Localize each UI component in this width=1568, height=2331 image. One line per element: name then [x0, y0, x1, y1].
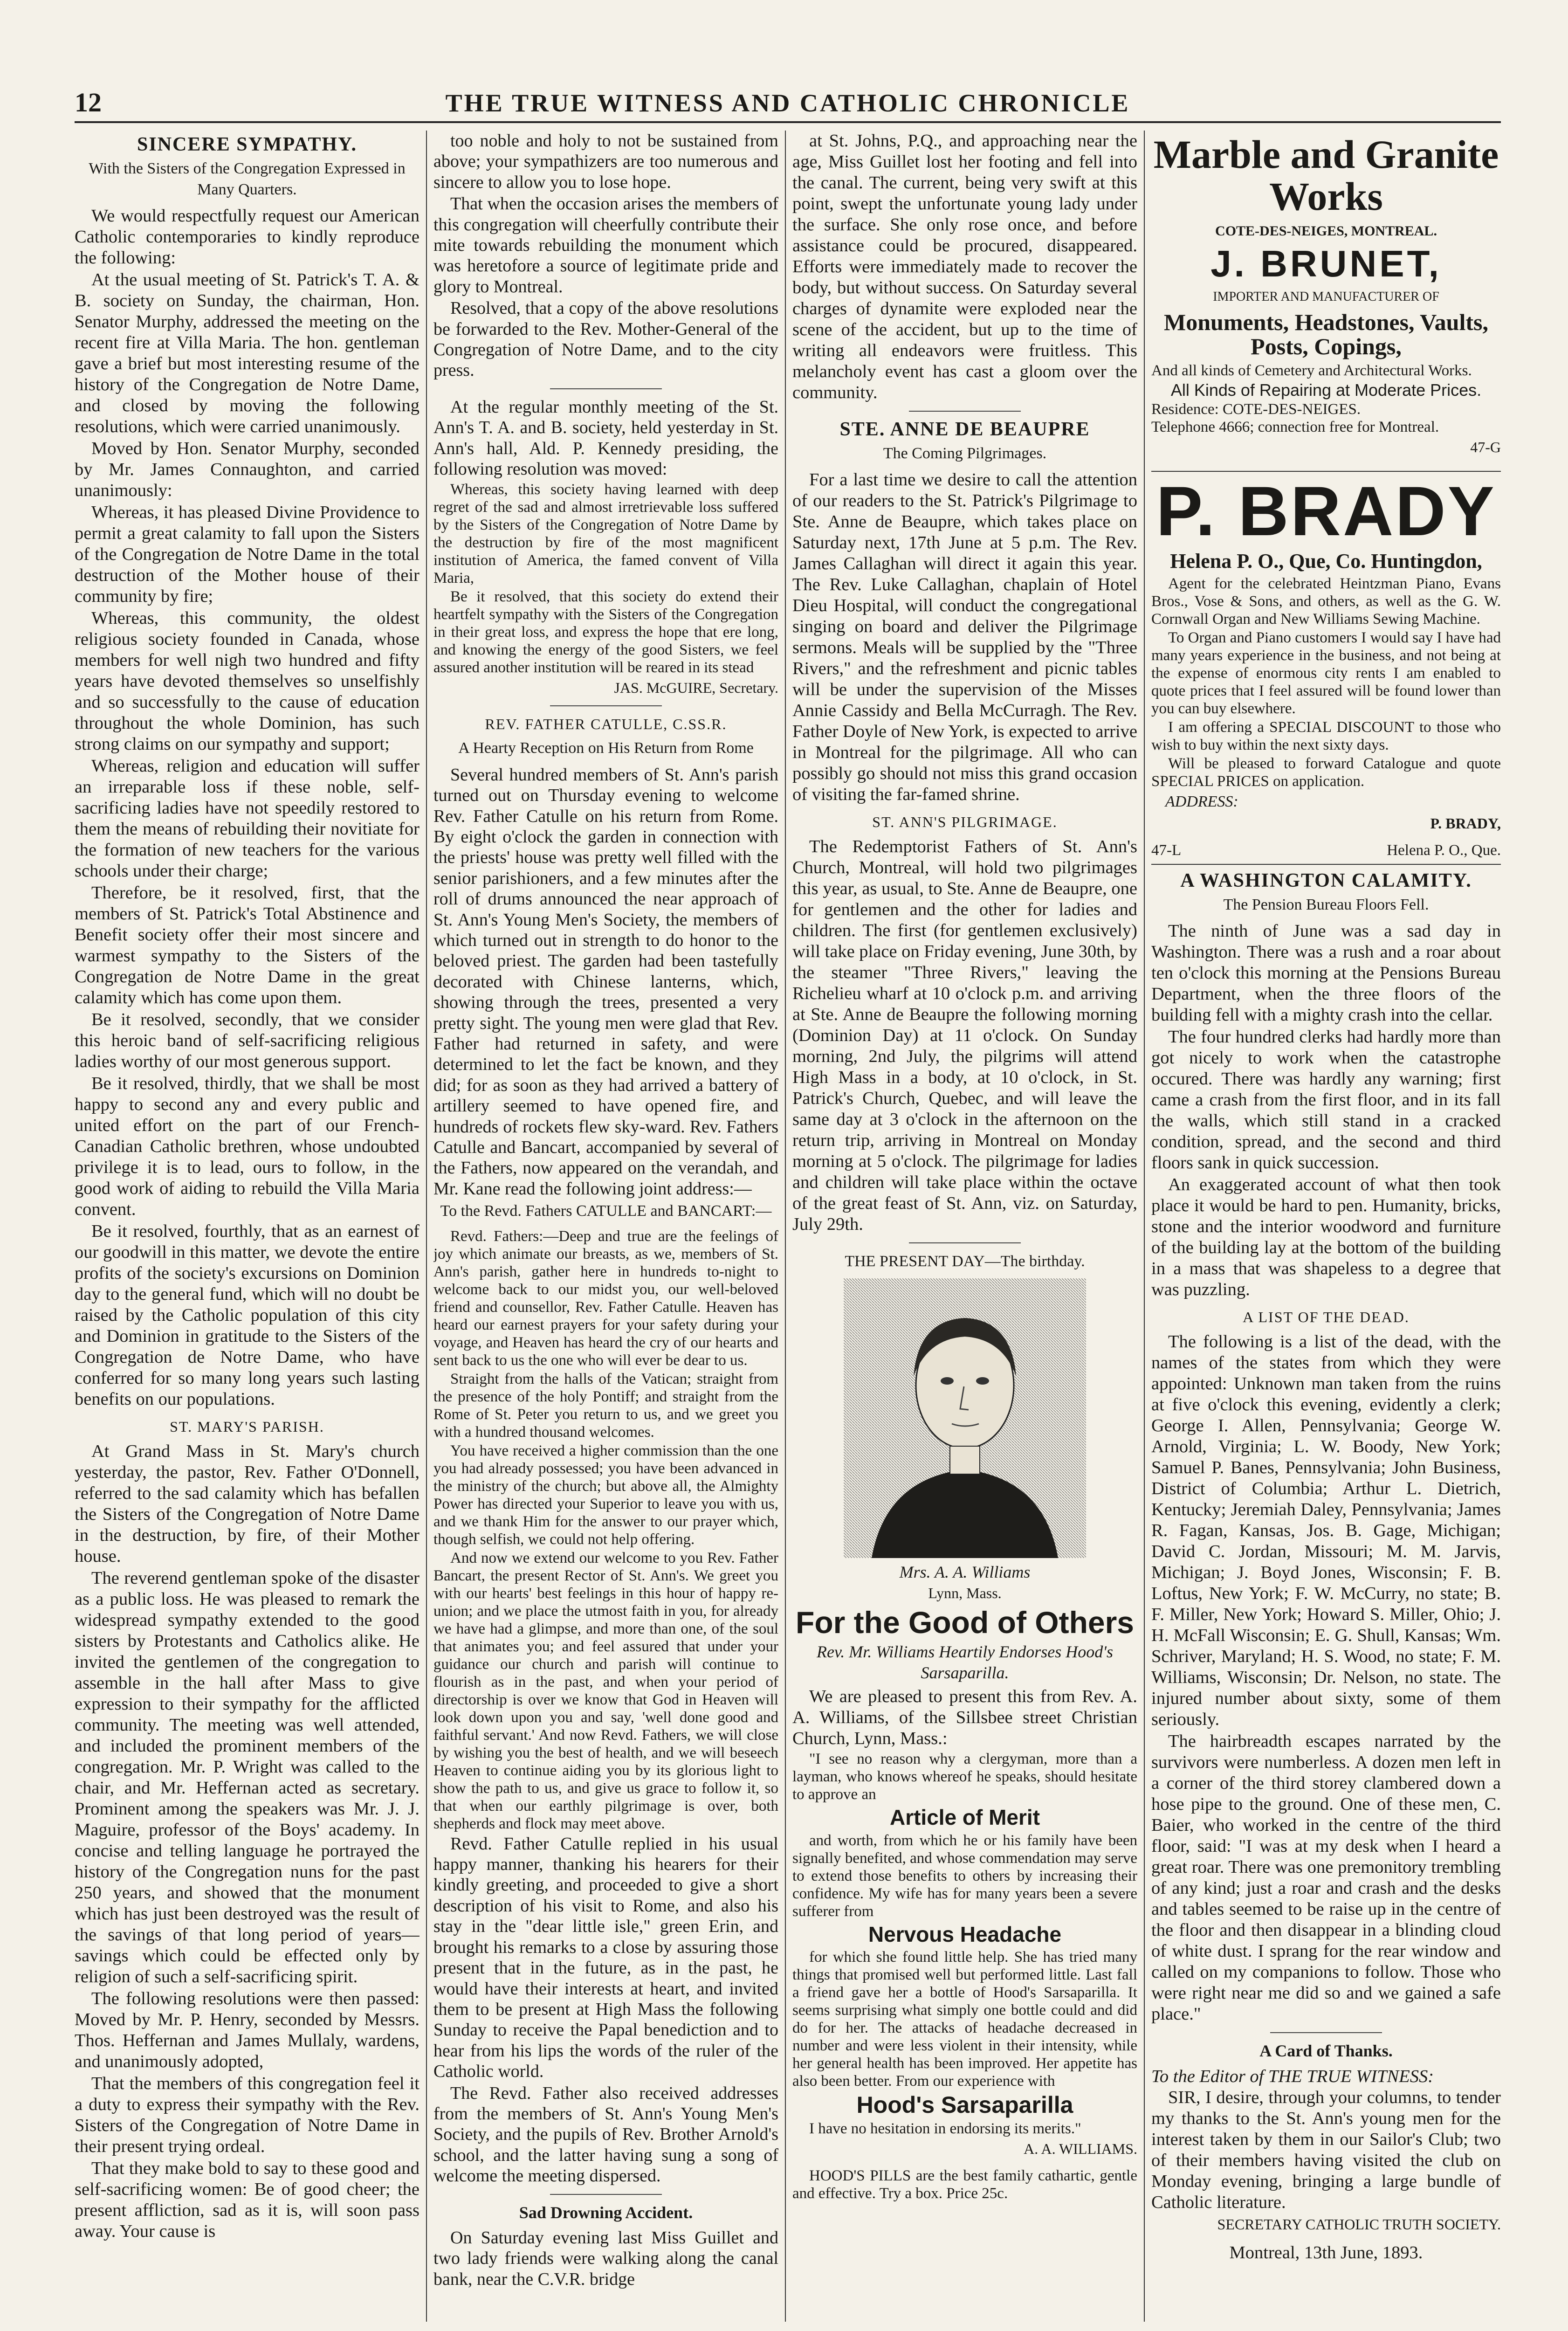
ad-name: J. BRUNET, [1210, 242, 1442, 284]
paragraph: At Grand Mass in St. Mary's church yesterday, the pastor, Rev. Father O'Donnell, referred to the sad calamity which has befallen the Sisters of the Congregation of Notre Dame in the destruction, by fire, of their Mother house. [75, 1441, 420, 1566]
ad-label: Hood's Sarsaparilla [856, 2091, 1073, 2118]
column-4 [1151, 131, 1501, 2322]
paragraph: SIR, I desire, through your columns, to tender my thanks to the St. Ann's young men for the interest taken by them in our Sailor's Club; two of their members having visited the club on Monday evening, bringing a large bundle of Catholic literature. [1151, 2088, 1501, 2213]
paragraph: The four hundred clerks had hardly more than got nicely to work when the catastrophe occured. There was hardly any warning; first came a crash from the first floor, and in its fall the walls, which still stand in a cracked condition, spread, and the second and third floors sank in quick succession. [1151, 1027, 1501, 1173]
signature: JAS. McGUIRE, Secretary. [614, 679, 778, 696]
marble-works-ad [1151, 133, 1501, 472]
portrait-engraving [844, 1278, 1086, 1558]
ad-also: And all kinds of Cemetery and Architectural Works. [1151, 362, 1472, 379]
address-heading: To the Revd. Fathers CATULLE and BANCART:— [440, 1202, 772, 1220]
paragraph: Whereas, this community, the oldest religious society founded in Canada, whose members for well nigh two hundred and fifty years have devoted themselves so unselfishly and so successfully to the cause of education throughout the whole Dominion, has such strong claims on our sympathy and support; [75, 608, 420, 754]
ad-location: COTE-DES-NEIGES, MONTREAL. [1215, 223, 1437, 239]
column-2 [433, 131, 778, 2322]
signature-date: Montreal, 13th June, 1893. [1229, 2243, 1423, 2263]
divider [550, 2194, 662, 2195]
paragraph: for which she found little help. She has tried many things that promised well but performed little. Last fall a friend gave her a bottle of Hood's Sarsaparilla. It seems surprising what simply one bottle could and did do for her. The attacks of headache decreased in number and were less violent in their intensity, while her general health has been improved. Her appetite has also been better. From our experience with [792, 1948, 1137, 2090]
ad-repairing: All Kinds of Repairing at Moderate Prices. [1170, 380, 1482, 400]
article-heading: SINCERE SYMPATHY. [137, 134, 357, 155]
ad-code: 47-L [1151, 842, 1182, 859]
section-subheading: A Hearty Reception on His Return from Rome [458, 739, 754, 757]
paragraph: and worth, from which he or his family have been signally benefited, and whose commendation may serve to extend those benefits to others by increasing their confidence. My wife has for many years been a severe sufferer from [792, 1832, 1137, 1920]
paragraph: That they make bold to say to these good and self-sacrificing women: Be of good cheer; the present affliction, sad as it is, will soon pass away. Your cause is [75, 2159, 420, 2241]
ad-code: 47-G [1470, 438, 1501, 455]
ad-headline: For the Good of Others [796, 1605, 1134, 1640]
paragraph: The ninth of June was a sad day in Washington. There was a rush and a roar about ten o'clock this morning at the Pensions Bureau Department, when the three floors of the building fell with a mighty crash into the cellar. [1151, 921, 1501, 1025]
ad-headline: Marble and Granite Works [1153, 132, 1499, 219]
section-heading: A WASHINGTON CALAMITY. [1180, 870, 1472, 892]
section-heading: STE. ANNE DE BEAUPRE [839, 419, 1090, 440]
column-divider [426, 131, 427, 2322]
address-text [433, 1228, 778, 1833]
paragraph: The Revd. Father also received addresses from the members of St. Ann's Young Men's Society, and the pupils of Rev. Brother Arnold's school, and the latter having sung a song of welcome the meeting dispersed. [433, 2083, 778, 2186]
ad-residence: Residence: COTE-DES-NEIGES. [1151, 400, 1361, 418]
masthead [75, 84, 1501, 123]
card-addressee: To the Editor of THE TRUE WITNESS: [1151, 2067, 1434, 2087]
section-heading: ST. ANN'S PILGRIMAGE. [872, 814, 1058, 830]
paragraph: We are pleased to present this from Rev. A. A. Williams, of the Sillsbee street Christian Church, Lynn, Mass.: [792, 1687, 1137, 1749]
ad-telephone: Telephone 4666; connection free for Montreal. [1151, 418, 1439, 435]
paragraph: Therefore, be it resolved, first, that the members of St. Patrick's Total Abstinence and Benefit society offer their most sincere and warmest sympathy to the Sisters of the Congregation de Notre Dame in the great calamity which has come upon them. [75, 883, 420, 1007]
paragraph: HOOD'S PILLS are the best family cathartic, gentle and effective. Try a box. Price 25c. [792, 2167, 1137, 2202]
section-heading: REV. FATHER CATULLE, C.SS.R. [485, 715, 727, 732]
article-subheading: With the Sisters of the Congregation Expressed in Many Quarters. [89, 160, 406, 198]
paragraph: The Redemptorist Fathers of St. Ann's Church, Montreal, will hold two pilgrimages this year, as usual, to Ste. Anne de Beaupre, one for gentlemen and the other for ladies and children. The first (for gentlemen exclusively) will take place on Friday evening, June 30th, by the steamer "Three Rivers," leaving the Richelieu wharf at 10 o'clock p.m. and arriving at Ste. Anne de Beaupre the following morning (Dominion Day) at 11 o'clock. On Sunday morning, 2nd July, the pilgrims will attend High Mass in a body, at 10 o'clock, in St. Patrick's Church, Quebec, and will leave the same day at 3 o'clock in the afternoon on the return trip, arriving in Montreal on Monday morning at 5 o'clock. The pilgrimage for ladies and children will take place within the octave of the great feast of St. Ann, viz. on Saturday, July 29th. [792, 837, 1137, 1234]
divider [909, 411, 1021, 412]
paragraph: That when the occasion arises the members of this congregation will cheerfully contribute their mite towards rebuilding the monument which was heretofore a source of legitimate pride and glory to Montreal. [433, 194, 778, 297]
paragraph: Revd. Fathers:—Deep and true are the feelings of joy which animate our breasts, as we, members of St. Ann's parish, gather here in hundreds to-night to welcome back to our midst you, our well-beloved friend and counsellor, Rev. Father Catulle. Heaven has heard our earnest prayers for your safety during your voyage, and Heaven has heard the cry of our hearts and sent back to us the one who will ever be dear to us. [433, 1228, 778, 1369]
paragraph: And now we extend our welcome to you Rev. Father Bancart, the present Rector of St. Ann's. We greet you with our hearts' best feelings in this hour of happy re-union; and we place the utmost faith in you, for already we have had a glimpse, and more than one, of the soul that animates you; and feel assured that under your guidance our church and parish will continue to flourish as in the past, and when your period of directorship is over we know that God in Heaven will look down upon you and say, 'well done good and faithful servant.' And now Revd. Fathers, we will close by wishing you the best of health, and we will beseech Heaven to continue aiding you by its glorious light to show the path to us, and give us grace to follow it, so that when our earthly pilgrimage is over, both shepherds and flock may meet above. [433, 1549, 778, 1832]
paragraph: Revd. Father Catulle replied in his usual happy manner, thanking his hearers for their kindly greeting, and proceeded to give a short description of his visit to Rome, and also his stay in the "dear little isle," green Erin, and brought his remarks to a close by assuring those present that in the future, as in the past, he would have their interests at heart, and invited them to be present at High Mass the following Sunday to receive the Papal benediction and to hear from his lips the words of the ruler of the Catholic world. [433, 1834, 778, 2082]
paragraph: At the regular monthly meeting of the St. Ann's T. A. and B. society, held yesterday in St. Ann's hall, Ald. P. Kennedy presiding, the following resolution was moved: [433, 397, 778, 479]
paragraph: On Saturday evening last Miss Guillet and two lady friends were walking along the canal bank, near the C.V.R. bridge [433, 2228, 778, 2289]
paragraph: To Organ and Piano customers I would say I have had many years experience in the business, and not being at the expense of enormous city rents I am enabled to quote prices that I feel assured will be found lower than you can buy elsewhere. [1151, 629, 1501, 717]
newspaper-title: THE TRUE WITNESS AND CATHOLIC CHRONICLE [445, 89, 1130, 117]
paragraph: Be it resolved, fourthly, that as an earnest of our goodwill in this matter, we devote the entire profits of the society's excursions on Dominion day to the general fund, which will no doubt be raised by the Catholic population of this city and Dominion in gratitude to the Sisters of the Congregation de Notre Dame, who have conferred for so many long years such lasting benefits on our populations. [75, 1221, 420, 1409]
divider [1270, 2032, 1382, 2033]
portrait-caption-place: Lynn, Mass. [928, 1585, 1002, 1601]
paragraph: I am offering a SPECIAL DISCOUNT to those who wish to buy within the next sixty days. [1151, 719, 1501, 754]
signature: A. A. WILLIAMS. [1024, 2140, 1137, 2158]
divider [550, 388, 662, 389]
section-subheading: The Coming Pilgrimages. [883, 445, 1047, 462]
paragraph: too noble and holy to not be sustained from above; your sympathizers are too numerous and sincere to allow you to lose hope. [433, 131, 778, 192]
paragraph: At the usual meeting of St. Patrick's T. A. & B. society on Sunday, the chairman, Hon. Senator Murphy, addressed the meeting on the recent fire at Villa Maria. The hon. gentleman gave a brief but most interesting resume of the history of the Congregation de Notre Dame, and closed by moving the following resolutions, which were carried unanimously. [75, 270, 420, 436]
signature: SECRETARY CATHOLIC TRUTH SOCIETY. [1217, 2216, 1501, 2233]
ad-subhead: Rev. Mr. Williams Heartily Endorses Hood's Sarsaparilla. [817, 1642, 1113, 1683]
paragraph: Whereas, religion and education will suffer an irreparable loss if these noble, self-sacrificing ladies have not speedily restored to them the means of rebuilding their novitiate for the formation of new teachers for the various schools under their charge; [75, 756, 420, 881]
section-heading: ST. MARY'S PARISH. [170, 1418, 324, 1435]
paragraph: Be it resolved, that this society do extend their heartfelt sympathy with the Sisters of the Congregation in their great loss, and express the hope that ere long, and knowing the energy of the good Sisters, we feel assured another institution will be reared in its stead [433, 588, 778, 676]
ad-name: P. BRADY [1156, 471, 1496, 550]
signature: P. BRADY, [1430, 815, 1501, 832]
present-day-line: THE PRESENT DAY—The birthday. [845, 1253, 1085, 1270]
paragraph: Several hundred members of St. Ann's parish turned out on Thursday evening to welcome Rev. Father Catulle on his return from Rome. By eight o'clock the garden in connection with the priests' house was pretty well filled with the senior parishioners, and a few minutes after the roll of drums announced the near approach of St. Ann's Young Men's Society, the members of which turned out in strength to do honor to the beloved priest. The garden had been tastefully decorated with Chinese lanterns, which, showing through the trees, presented a very pretty sight. The young men were glad that Rev. Father had returned in safety, and were determined to let the fact be known, and they did; for as soon as they had arrived a battery of artillery seemed to have opened fire, and hundreds of rockets flew sky-ward. Rev. Fathers Catulle and Bancart, accompanied by several of the Fathers, now appeared on the verandah, and Mr. Kane read the following joint address:— [433, 765, 778, 1199]
paragraph: The reverend gentleman spoke of the disaster as a public loss. He was pleased to remark the widespread sympathy extended to the good sisters by Protestants and Catholics alike. He invited the gentlemen of the congregation to assemble in the hall after Mass to give expression to their sympathy for the afflicted community. The meeting was well attended, and included the prominent members of the congregation. Mr. P. Wright was called to the chair, and Mr. Heffernan acted as secretary. Prominent among the speakers was Mr. J. J. Maguire, professor of the Boys' academy. In concise and telling language he portrayed the history of the Congregation nuns for the past 250 years, and showed that the monument which has just been destroyed was the result of the savings of that long period of years—savings which could be effected only by religion of such a self-sacrificing spirit. [75, 1568, 420, 1986]
divider [909, 1242, 1021, 1243]
ad-label: Nervous Headache [868, 1922, 1062, 1946]
section-body [75, 1441, 420, 2242]
paragraph: The hairbreadth escapes narrated by the survivors were numberless. A dozen men left in a corner of the third storey clambered down a hose pipe to the ground. One of these men, C. Baier, who worked in the centre of the third floor, said: "I was at my desk when I heard a great roar. There was one premonitory trembling of any kind; just a roar and crash and the desks and tables seemed to be raise up in the centre of the floor and then disappear in a blinding cloud of white dust. I sprang for the rear window and called on my companions to follow. Those who were right near me did so and we gained a safe place." [1151, 1731, 1501, 2024]
resolution-text [433, 481, 778, 676]
brady-ad [1151, 471, 1501, 865]
column-divider [1144, 131, 1145, 2322]
paragraph: Be it resolved, secondly, that we consider this heroic band of self-sacrificing religious ladies worthy of our most generous support. [75, 1010, 420, 1071]
paragraph: You have received a higher commission than the one you had already possessed; you have been advanced in the ministry of the church; but above all, the Almighty Power has directed your Superior to leave you with us, and we thank Him for the answer to our prayer which, though selfish, we could not help offering. [433, 1442, 778, 1548]
column-divider [785, 131, 786, 2322]
paragraph: at St. Johns, P.Q., and approaching near the age, Miss Guillet lost her footing and fell into the canal. The current, being very swift at this point, swept the unfortunate young lady under the surface. She only rose once, and before assistance could be procured, disappeared. Efforts were immediately made to recover the body, but without success. On Saturday several charges of dynamite were exploded near the scene of the accident, but up to the time of writing all endeavors were fruitless. This melancholy event has cast a gloom over the community. [792, 131, 1137, 402]
article-body [75, 206, 420, 1410]
ad-label: Article of Merit [889, 1805, 1040, 1830]
paragraph: Be it resolved, thirdly, that we shall be most happy to second any and every public and united effort on the part of our French-Canadian Catholic brethren, whose undoubted privilege it is to lead, ours to follow, in the good work of aiding to rebuild the Villa Maria convent. [75, 1074, 420, 1219]
paragraph: Resolved, that a copy of the above resolutions be forwarded to the Rev. Mother-General of the Congregation of Notre Dame, and to the city press. [433, 298, 778, 380]
paragraph: The following is a list of the dead, with the names of the states from which they were appointed: Unknown man taken from the ruins at five o'clock this evening, evidently a clerk; George I. Allen, Pennsylvania; George W. Arnold, Virginia; L. W. Boody, New York; Samuel P. Banes, Pennsylvania; John Business, District of Columbia; Arthur L. Dietrich, Kentucky; Jeremiah Daley, Pennsylvania; James R. Fagan, Kansas, Jos. B. Gage, Michigan; David C. Jordan, Missouri; M. M. Jarvis, Michigan; J. Boyd Jones, Wisconsin; F. B. Loftus, New York; F. W. McCurry, no state; B. F. Miller, New York; Howard S. Miller, Ohio; J. H. McFall Wisconsin; E. G. Shull, Kansas; Wm. Schriver, Maryland; H. S. Wood, no state; F. M. Williams, Wisconsin; Dr. Nelson, no state. The injured number about sixty, some of them seriously. [1151, 1332, 1501, 1730]
paragraph: For a last time we desire to call the attention of our readers to the St. Patrick's Pilgrimage to Ste. Anne de Beaupre, which takes place on Saturday next, 17th June at 5 p.m. The Rev. James Callaghan will direct it again this year. The Rev. Luke Callaghan, chaplain of Hotel Dieu Hospital, will conduct the congregational singing on board and deliver the Pilgrimage sermons. Meals will be supplied by the "Three Rivers," and the refreshment and picnic tables will be under the supervision of the Misses Annie Cassidy and Bella McCurragh. The Rev. Father Doyle of New York, is expected to arrive in Montreal for the pilgrimage. All who can possibly go should not miss this grand occasion of visiting the far-famed shrine. [792, 470, 1137, 804]
paragraph: Whereas, it has pleased Divine Providence to permit a great calamity to fall upon the Sisters of the Congregation de Notre Dame in the total destruction of the Mother house of their community by fire; [75, 503, 420, 606]
ad-address-label: ADDRESS: [1165, 793, 1238, 811]
paragraph: That the members of this congregation feel it a duty to express their sympathy with the Rev. Sisters of the Congregation of Notre Dame in their present trying ordeal. [75, 2074, 420, 2156]
page-number: 12 [75, 87, 102, 117]
ad-address: Helena P. O., Que, Co. Huntingdon, [1170, 550, 1482, 573]
paragraph: Straight from the halls of the Vatican; straight from the presence of the holy Pontiff; and straight from the Rome of St. Peter you return to us, and we greet you with a hundred thousand welcomes. [433, 1370, 778, 1441]
paragraph: Moved by Hon. Senator Murphy, seconded by Mr. James Connaughton, and carried unanimously: [75, 439, 420, 500]
ad-products: Monuments, Headstones, Vaults, Posts, Copings, [1164, 309, 1488, 360]
paragraph: We would respectfully request our American Catholic contemporaries to kindly reproduce the following: [75, 206, 420, 268]
paragraph: I have no hesitation in endorsing its merits." [809, 2120, 1081, 2138]
portrait-caption-name: Mrs. A. A. Williams [899, 1563, 1031, 1581]
paragraph: The following resolutions were then passed: Moved by Mr. P. Henry, seconded by Messrs. Thos. Heffernan and James Mullaly, wardens, and unanimously adopted, [75, 1989, 420, 2071]
section-heading: A Card of Thanks. [1259, 2041, 1393, 2061]
section-subheading: The Pension Bureau Floors Fell. [1223, 896, 1429, 914]
divider [550, 705, 662, 706]
section-heading: Sad Drowning Accident. [519, 2203, 693, 2222]
section-heading: A LIST OF THE DEAD. [1243, 1309, 1410, 1326]
paragraph: Whereas, this society having learned with deep regret of the sad and almost irretrievable loss suffered by the Sisters of the Congregation of Notre Dame by the destruction by fire of the most magnificent institution of America, the famed convent of Villa Maria, [433, 481, 778, 586]
ad-importer: IMPORTER AND MANUFACTURER OF [1213, 289, 1439, 304]
paragraph: "I see no reason why a clergyman, more than a layman, who knows whereof he speaks, should hesitate to approve an [792, 1751, 1137, 1803]
ad-sign-place: Helena P. O., Que. [1387, 842, 1501, 859]
column-1 [75, 131, 420, 2322]
paragraph: An exaggerated account of what then took place it would be hard to pen. Humanity, bricks, stone and the interior woodword and furniture of the building lay at the bottom of the building in a mass that was shapeless to a degree that was puzzling. [1151, 1175, 1501, 1300]
column-3 [792, 131, 1137, 2322]
paragraph: Will be pleased to forward Catalogue and quote SPECIAL PRICES on application. [1151, 755, 1501, 790]
paragraph: Agent for the celebrated Heintzman Piano, Evans Bros., Vose & Sons, and others, as well as the G. W. Cornwall Organ and New Williams Sewing Machine. [1151, 575, 1501, 628]
